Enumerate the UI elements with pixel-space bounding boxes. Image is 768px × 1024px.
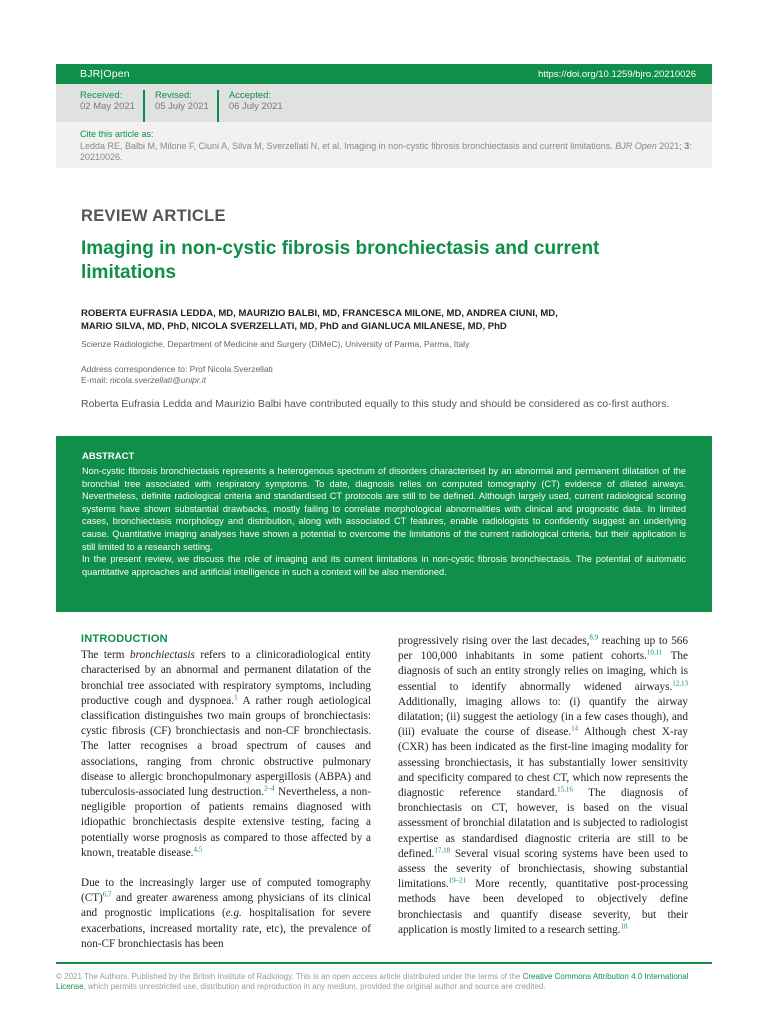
citation-part: 2021;: [656, 140, 685, 151]
citation-label: Cite this article as:: [80, 129, 154, 139]
date-label: Revised:: [154, 90, 192, 101]
reference-citation[interactable]: 2–4: [264, 784, 275, 793]
citation-part: : 20210026.: [80, 140, 692, 162]
body-paragraph: The term bronchiectasis refers to a clinicoradiological entity characterised by an abnormal and permanent dilatation of the bronchial tree associated with respiratory symptoms, including productive cough and dyspnoea.$^1$ A rather rough aetiological classification distinguishes two main groups of bronchiectasis: cystic fibrosis (CF) bronchiectasis and non-CF bronchiectasis. The latter recognises a broad spectrum of causes and associations, ranging from chronic obstructive pulmonary disease to allergic bronchopulmonary aspergillosis (ABPA) and tuberculosis-associated lung destruction.$^{2-4}$ Nevertheless, a non-negligible proportion of patients remains diagnosed with idiopathic bronchiectasis despite extensive testing, facing a potentially worse prognosis as compared to those affected by a known, treatable disease.$^{4,5}$: [81, 649, 371, 859]
abstract-box: [56, 436, 712, 612]
license-link[interactable]: Creative Commons Attribution 4.0 International License: [56, 972, 689, 991]
email-link[interactable]: nicola.sverzellati@unipr.it: [109, 374, 206, 385]
abstract-paragraph: Non-cystic fibrosis bronchiectasis represents a heterogenous spectrum of disorders characterised by an abnormal and permanent dilatation of the bronchial tree associated with respiratory symptoms. To date, diagnosis relies on computed tomography (CT) evidence of dilated airways. Nevertheless, definite radiological criteria and standardised CT protocols are still to be defined. Although largely used, current radiological scoring systems have shown substantial drawbacks, mostly failing to correlate morphological abnormalities with clinical and prognostic data. In limited cases, bronchiectasis morphology and distribution, along with associated CT features, enable radiologists to confidently suggest an underlying cause. Quantitative imaging analyses have shown a potential to overcome the limitations of the current radiological criteria, but their application is still limited to a research setting.: [82, 466, 686, 552]
reference-citation[interactable]: 18: [620, 922, 628, 931]
date-revised: [155, 90, 219, 122]
author-list: [81, 308, 681, 333]
date-value: 06 July 2021: [228, 101, 283, 112]
abstract-heading: ABSTRACT: [82, 451, 135, 462]
reference-citation[interactable]: 19–21: [448, 876, 467, 885]
reference-citation[interactable]: 1: [234, 693, 238, 702]
body-paragraph: Due to the increasingly larger use of computed tomography (CT)$^{6,7}$ and greater awareness among physicians of its clinical and prognostic implications (e.g. hospitalisation for severe exacerbations, increased mortality rate, etc), the prevalence of non-CF bronchiectasis has been: [81, 877, 372, 950]
date-value: 02 May 2021: [80, 101, 135, 112]
license-footer: [56, 962, 712, 992]
correspondence-email-line: [81, 375, 273, 386]
citation-box: [56, 122, 712, 168]
citation-part: Ledda RE, Balbi M, Milone F, Ciuni A, Silva M, Sverzellati N, et al. Imaging in non-cystic fibrosis bronchiectasis and current limitations.: [80, 140, 616, 151]
doi-link[interactable]: https://doi.org/10.1259/bjro.20210026: [538, 68, 696, 80]
section-heading: INTRODUCTION: [81, 633, 168, 645]
italic-term: e.g.: [225, 907, 242, 920]
reference-citation[interactable]: 15,16: [557, 785, 573, 794]
citation-journal: BJR Open: [615, 140, 657, 151]
email-label: E-mail:: [81, 374, 110, 385]
date-received: [80, 90, 145, 122]
date-label: Received:: [80, 90, 123, 101]
abstract-paragraph: In the present review, we discuss the role of imaging and its current limitations in non-cystic fibrosis bronchiectasis. The potential of automatic quantitative approaches and artificial intelligence in such a context will be also mentioned.: [82, 554, 686, 577]
correspondence-address: Address correspondence to: Prof Nicola Sverzellati: [81, 364, 273, 374]
body-column-right: [398, 634, 688, 938]
article-title: Imaging in non-cystic fibrosis bronchiectasis and current limitations: [81, 238, 600, 283]
footer-text: , which permits unrestricted use, distribution and reproduction in any medium, provided the original author and source are credited.: [83, 982, 546, 991]
reference-citation[interactable]: 4,5: [193, 845, 203, 854]
reference-citation[interactable]: 6,7: [102, 890, 112, 899]
reference-citation[interactable]: 10,11: [646, 648, 663, 657]
reference-citation[interactable]: 12,13: [672, 678, 688, 687]
citation-volume: 3: [684, 140, 690, 151]
date-label: Accepted:: [228, 90, 272, 101]
reference-citation[interactable]: 8,9: [589, 633, 599, 642]
date-accepted: [229, 90, 291, 122]
affiliation: Scienze Radiologiche, Department of Medicine and Surgery (DiMeC), University of Parma, Parma, Italy: [81, 339, 470, 349]
journal-name: BJR|Open: [80, 68, 130, 80]
reference-citation[interactable]: 14: [571, 724, 579, 733]
journal-header-bar: [56, 64, 712, 84]
co-first-author-note: Roberta Eufrasia Ledda and Maurizio Balbi have contributed equally to this study and should be considered as co-first authors.: [81, 398, 670, 410]
footer-text: © 2021 The Authors. Published by the British Institute of Radiology. This is an open access article distributed under the terms of the: [56, 972, 523, 981]
author-line: MARIO SILVA, MD, PhD, NICOLA SVERZELLATI, MD, PhD and GIANLUCA MILANESE, MD, PhD: [81, 320, 507, 332]
author-line: ROBERTA EUFRASIA LEDDA, MD, MAURIZIO BALBI, MD, FRANCESCA MILONE, MD, ANDREA CIUNI, MD,: [81, 308, 558, 319]
body-column-left: [81, 632, 371, 952]
article-dates: [56, 84, 712, 122]
date-value: 05 July 2021: [154, 101, 209, 112]
body-paragraph: progressively rising over the last decades,$^{8,9}$ reaching up to 566 per 100,000 inhabitants in some patient cohorts.$^{10,11}$ The diagnosis of such an entity strongly relies on imaging, which is essential to identify abnormally widened airways.$^{12,13}$ Additionally, imaging allows to: (i) quantify the airway dilatation; (ii) suggest the aetiology (in a few cases though), and (iii) evaluate the course of disease.$^{14}$ Although chest X-ray (CXR) has been indicated as the first-line imaging modality for assessing bronchiectasis, it has substantially lower sensitivity and specificity compared to chest CT, which now represents the diagnostic reference standard.$^{15,16}$ The diagnosis of bronchiectasis on CT, however, is based on the visual assessment of bronchial dilatation and is subjected to radiologist expertise as standardised diagnostic criteria are still to be defined.$^{17,18}$ Several visual scoring systems have been used to assess the severity of bronchiectasis, showing substantial limitations.$^{19-21}$ More recently, quantitative post-processing methods have been developed to objectively define bronchiectasis and quantify disease severity, but their application is mostly limited to a research setting.$^{18}$: [398, 633, 688, 936]
reference-citation[interactable]: 17,18: [434, 846, 451, 855]
italic-term: bronchiectasis: [129, 649, 195, 662]
citation-text: [80, 141, 694, 164]
article-type: REVIEW ARTICLE: [81, 207, 226, 225]
correspondence: [81, 364, 273, 385]
